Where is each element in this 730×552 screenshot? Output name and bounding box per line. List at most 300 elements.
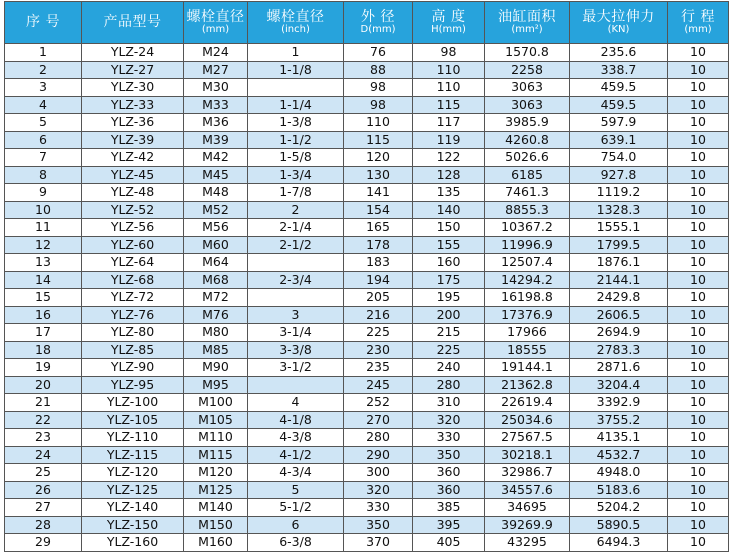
table-row [5,394,729,412]
cell-stroke: 10 [668,516,729,534]
cell-index: 24 [5,446,82,464]
cell-bolt-mm: M76 [184,306,248,324]
cell-bolt-inch: 2-1/2 [248,236,344,254]
table-row [5,324,729,342]
cell-model: YLZ-80 [82,324,184,342]
cell-model: YLZ-76 [82,306,184,324]
specification-table [4,1,729,552]
cell-outer-diameter: 178 [344,236,413,254]
cell-max-force: 5890.5 [570,516,668,534]
header-height: 高 度 H(mm) [413,2,485,44]
cell-outer-diameter: 88 [344,61,413,79]
cell-cylinder-area: 39269.9 [485,516,570,534]
cell-stroke: 10 [668,201,729,219]
cell-outer-diameter: 120 [344,149,413,167]
cell-index: 27 [5,499,82,517]
cell-index: 13 [5,254,82,272]
cell-max-force: 639.1 [570,131,668,149]
cell-bolt-inch: 1-7/8 [248,184,344,202]
cell-model: YLZ-27 [82,61,184,79]
cell-cylinder-area: 19144.1 [485,359,570,377]
cell-model: YLZ-90 [82,359,184,377]
cell-max-force: 338.7 [570,61,668,79]
cell-stroke: 10 [668,341,729,359]
cell-stroke: 10 [668,429,729,447]
cell-stroke: 10 [668,219,729,237]
cell-bolt-inch: 2-3/4 [248,271,344,289]
table-row [5,376,729,394]
cell-outer-diameter: 300 [344,464,413,482]
table-row [5,516,729,534]
cell-model: YLZ-140 [82,499,184,517]
cell-height: 110 [413,79,485,97]
table-row [5,79,729,97]
cell-outer-diameter: 130 [344,166,413,184]
cell-max-force: 3755.2 [570,411,668,429]
cell-cylinder-area: 34557.6 [485,481,570,499]
cell-outer-diameter: 115 [344,131,413,149]
cell-cylinder-area: 17376.9 [485,306,570,324]
cell-height: 140 [413,201,485,219]
cell-index: 15 [5,289,82,307]
cell-bolt-mm: M160 [184,534,248,552]
cell-outer-diameter: 235 [344,359,413,377]
cell-height: 405 [413,534,485,552]
cell-stroke: 10 [668,499,729,517]
cell-height: 310 [413,394,485,412]
cell-index: 10 [5,201,82,219]
cell-index: 2 [5,61,82,79]
cell-bolt-mm: M64 [184,254,248,272]
cell-stroke: 10 [668,184,729,202]
cell-index: 8 [5,166,82,184]
cell-max-force: 459.5 [570,79,668,97]
cell-index: 3 [5,79,82,97]
cell-model: YLZ-33 [82,96,184,114]
cell-stroke: 10 [668,236,729,254]
cell-cylinder-area: 1570.8 [485,44,570,62]
cell-max-force: 3204.4 [570,376,668,394]
cell-bolt-inch: 5 [248,481,344,499]
cell-height: 320 [413,411,485,429]
cell-index: 9 [5,184,82,202]
cell-cylinder-area: 43295 [485,534,570,552]
cell-bolt-mm: M36 [184,114,248,132]
cell-bolt-mm: M72 [184,289,248,307]
cell-bolt-inch: 3-3/8 [248,341,344,359]
cell-model: YLZ-42 [82,149,184,167]
cell-model: YLZ-56 [82,219,184,237]
cell-cylinder-area: 8855.3 [485,201,570,219]
cell-height: 155 [413,236,485,254]
cell-outer-diameter: 252 [344,394,413,412]
cell-model: YLZ-36 [82,114,184,132]
cell-cylinder-area: 27567.5 [485,429,570,447]
cell-stroke: 10 [668,411,729,429]
cell-outer-diameter: 320 [344,481,413,499]
cell-model: YLZ-30 [82,79,184,97]
cell-outer-diameter: 98 [344,96,413,114]
header-index: 序 号 [5,2,82,44]
cell-outer-diameter: 154 [344,201,413,219]
header-bolt-mm: 螺栓直径 (mm) [184,2,248,44]
cell-bolt-inch: 1-3/4 [248,166,344,184]
cell-index: 20 [5,376,82,394]
cell-cylinder-area: 32986.7 [485,464,570,482]
cell-index: 4 [5,96,82,114]
cell-max-force: 927.8 [570,166,668,184]
cell-stroke: 10 [668,114,729,132]
cell-stroke: 10 [668,79,729,97]
cell-bolt-mm: M56 [184,219,248,237]
cell-stroke: 10 [668,254,729,272]
cell-model: YLZ-24 [82,44,184,62]
cell-stroke: 10 [668,166,729,184]
cell-bolt-mm: M120 [184,464,248,482]
cell-stroke: 10 [668,61,729,79]
cell-index: 6 [5,131,82,149]
table-row [5,166,729,184]
table-row [5,289,729,307]
header-stroke: 行 程 (mm) [668,2,729,44]
cell-height: 117 [413,114,485,132]
cell-outer-diameter: 205 [344,289,413,307]
table-body [5,44,729,552]
cell-index: 29 [5,534,82,552]
cell-outer-diameter: 165 [344,219,413,237]
cell-max-force: 5204.2 [570,499,668,517]
cell-bolt-mm: M100 [184,394,248,412]
cell-outer-diameter: 245 [344,376,413,394]
cell-bolt-inch: 1-5/8 [248,149,344,167]
cell-model: YLZ-115 [82,446,184,464]
cell-bolt-inch: 2-1/4 [248,219,344,237]
cell-height: 122 [413,149,485,167]
cell-bolt-inch: 4 [248,394,344,412]
cell-height: 128 [413,166,485,184]
cell-max-force: 2694.9 [570,324,668,342]
cell-height: 385 [413,499,485,517]
cell-index: 28 [5,516,82,534]
cell-bolt-inch: 6 [248,516,344,534]
cell-max-force: 6494.3 [570,534,668,552]
cell-stroke: 10 [668,464,729,482]
table-row [5,534,729,552]
cell-cylinder-area: 21362.8 [485,376,570,394]
table-row [5,61,729,79]
table-header-row [5,2,729,44]
cell-cylinder-area: 4260.8 [485,131,570,149]
cell-outer-diameter: 98 [344,79,413,97]
cell-max-force: 2783.3 [570,341,668,359]
cell-height: 160 [413,254,485,272]
cell-bolt-inch: 1-1/8 [248,61,344,79]
cell-cylinder-area: 6185 [485,166,570,184]
cell-model: YLZ-110 [82,429,184,447]
cell-bolt-mm: M45 [184,166,248,184]
cell-max-force: 2144.1 [570,271,668,289]
cell-height: 175 [413,271,485,289]
cell-outer-diameter: 225 [344,324,413,342]
spec-table-container [4,1,728,551]
cell-max-force: 1799.5 [570,236,668,254]
cell-bolt-inch: 4-3/4 [248,464,344,482]
cell-index: 14 [5,271,82,289]
cell-model: YLZ-64 [82,254,184,272]
cell-height: 195 [413,289,485,307]
cell-outer-diameter: 290 [344,446,413,464]
cell-stroke: 10 [668,289,729,307]
cell-outer-diameter: 183 [344,254,413,272]
cell-model: YLZ-95 [82,376,184,394]
header-outer-diameter: 外 径 D(mm) [344,2,413,44]
cell-max-force: 1555.1 [570,219,668,237]
cell-model: YLZ-45 [82,166,184,184]
cell-cylinder-area: 10367.2 [485,219,570,237]
table-row [5,44,729,62]
cell-max-force: 235.6 [570,44,668,62]
cell-stroke: 10 [668,446,729,464]
table-row [5,184,729,202]
cell-model: YLZ-48 [82,184,184,202]
cell-max-force: 3392.9 [570,394,668,412]
cell-bolt-mm: M80 [184,324,248,342]
cell-stroke: 10 [668,271,729,289]
header-cylinder-area: 油缸面积 (mm²) [485,2,570,44]
cell-bolt-mm: M68 [184,271,248,289]
cell-cylinder-area: 30218.1 [485,446,570,464]
cell-height: 395 [413,516,485,534]
cell-max-force: 2606.5 [570,306,668,324]
cell-height: 350 [413,446,485,464]
cell-model: YLZ-150 [82,516,184,534]
cell-bolt-mm: M52 [184,201,248,219]
cell-cylinder-area: 3063 [485,96,570,114]
cell-max-force: 2429.8 [570,289,668,307]
table-row [5,96,729,114]
cell-bolt-inch: 1-1/2 [248,131,344,149]
cell-index: 12 [5,236,82,254]
cell-outer-diameter: 76 [344,44,413,62]
cell-outer-diameter: 330 [344,499,413,517]
header-model: 产品型号 [82,2,184,44]
cell-model: YLZ-160 [82,534,184,552]
table-row [5,341,729,359]
cell-stroke: 10 [668,131,729,149]
table-row [5,446,729,464]
cell-index: 26 [5,481,82,499]
cell-index: 19 [5,359,82,377]
cell-index: 22 [5,411,82,429]
cell-max-force: 1876.1 [570,254,668,272]
table-row [5,411,729,429]
cell-cylinder-area: 2258 [485,61,570,79]
cell-bolt-mm: M27 [184,61,248,79]
cell-index: 7 [5,149,82,167]
cell-bolt-mm: M48 [184,184,248,202]
table-row [5,359,729,377]
cell-index: 5 [5,114,82,132]
header-bolt-inch: 螺栓直径 (inch) [248,2,344,44]
cell-height: 360 [413,464,485,482]
cell-cylinder-area: 3985.9 [485,114,570,132]
cell-index: 21 [5,394,82,412]
cell-bolt-inch [248,254,344,272]
cell-model: YLZ-85 [82,341,184,359]
cell-stroke: 10 [668,359,729,377]
table-row [5,271,729,289]
cell-bolt-mm: M115 [184,446,248,464]
table-row [5,464,729,482]
cell-bolt-mm: M150 [184,516,248,534]
cell-bolt-mm: M105 [184,411,248,429]
cell-cylinder-area: 18555 [485,341,570,359]
cell-model: YLZ-52 [82,201,184,219]
cell-height: 200 [413,306,485,324]
table-row [5,254,729,272]
cell-index: 17 [5,324,82,342]
table-row [5,306,729,324]
cell-stroke: 10 [668,376,729,394]
cell-stroke: 10 [668,44,729,62]
cell-cylinder-area: 25034.6 [485,411,570,429]
cell-outer-diameter: 230 [344,341,413,359]
cell-max-force: 4948.0 [570,464,668,482]
cell-model: YLZ-72 [82,289,184,307]
header-max-force: 最大拉伸力 (KN) [570,2,668,44]
cell-max-force: 4532.7 [570,446,668,464]
cell-max-force: 2871.6 [570,359,668,377]
cell-bolt-mm: M33 [184,96,248,114]
cell-bolt-inch: 4-3/8 [248,429,344,447]
cell-model: YLZ-39 [82,131,184,149]
cell-height: 110 [413,61,485,79]
cell-stroke: 10 [668,324,729,342]
cell-height: 150 [413,219,485,237]
cell-outer-diameter: 370 [344,534,413,552]
cell-bolt-mm: M39 [184,131,248,149]
cell-max-force: 1328.3 [570,201,668,219]
cell-max-force: 754.0 [570,149,668,167]
cell-stroke: 10 [668,394,729,412]
cell-cylinder-area: 16198.8 [485,289,570,307]
table-row [5,201,729,219]
cell-model: YLZ-105 [82,411,184,429]
cell-model: YLZ-68 [82,271,184,289]
cell-model: YLZ-120 [82,464,184,482]
cell-model: YLZ-60 [82,236,184,254]
cell-outer-diameter: 110 [344,114,413,132]
cell-index: 18 [5,341,82,359]
cell-outer-diameter: 141 [344,184,413,202]
cell-cylinder-area: 12507.4 [485,254,570,272]
cell-height: 119 [413,131,485,149]
cell-height: 280 [413,376,485,394]
table-row [5,429,729,447]
cell-bolt-mm: M42 [184,149,248,167]
cell-outer-diameter: 216 [344,306,413,324]
cell-height: 135 [413,184,485,202]
cell-bolt-mm: M30 [184,79,248,97]
cell-cylinder-area: 5026.6 [485,149,570,167]
cell-cylinder-area: 11996.9 [485,236,570,254]
cell-bolt-inch: 1-3/8 [248,114,344,132]
cell-stroke: 10 [668,481,729,499]
table-row [5,131,729,149]
cell-bolt-inch: 1 [248,44,344,62]
cell-bolt-inch: 2 [248,201,344,219]
cell-outer-diameter: 194 [344,271,413,289]
cell-bolt-mm: M24 [184,44,248,62]
cell-model: YLZ-125 [82,481,184,499]
cell-stroke: 10 [668,149,729,167]
cell-bolt-inch: 3-1/2 [248,359,344,377]
cell-bolt-inch: 5-1/2 [248,499,344,517]
cell-bolt-mm: M60 [184,236,248,254]
cell-height: 330 [413,429,485,447]
cell-index: 11 [5,219,82,237]
cell-bolt-mm: M125 [184,481,248,499]
cell-bolt-inch: 1-1/4 [248,96,344,114]
cell-height: 360 [413,481,485,499]
cell-bolt-mm: M140 [184,499,248,517]
table-row [5,236,729,254]
cell-cylinder-area: 3063 [485,79,570,97]
cell-stroke: 10 [668,96,729,114]
cell-bolt-mm: M90 [184,359,248,377]
cell-bolt-inch: 3 [248,306,344,324]
cell-cylinder-area: 14294.2 [485,271,570,289]
table-row [5,149,729,167]
cell-max-force: 459.5 [570,96,668,114]
cell-outer-diameter: 280 [344,429,413,447]
cell-outer-diameter: 270 [344,411,413,429]
cell-bolt-inch: 6-3/8 [248,534,344,552]
cell-bolt-inch [248,289,344,307]
cell-bolt-inch: 4-1/8 [248,411,344,429]
cell-index: 1 [5,44,82,62]
cell-bolt-inch [248,376,344,394]
table-row [5,219,729,237]
cell-index: 23 [5,429,82,447]
table-row [5,499,729,517]
cell-outer-diameter: 350 [344,516,413,534]
cell-height: 240 [413,359,485,377]
cell-bolt-inch [248,79,344,97]
cell-cylinder-area: 34695 [485,499,570,517]
cell-index: 25 [5,464,82,482]
cell-bolt-mm: M95 [184,376,248,394]
cell-max-force: 5183.6 [570,481,668,499]
cell-max-force: 4135.1 [570,429,668,447]
cell-cylinder-area: 7461.3 [485,184,570,202]
cell-height: 225 [413,341,485,359]
cell-max-force: 597.9 [570,114,668,132]
cell-model: YLZ-100 [82,394,184,412]
cell-bolt-mm: M85 [184,341,248,359]
cell-index: 16 [5,306,82,324]
cell-height: 215 [413,324,485,342]
cell-stroke: 10 [668,534,729,552]
table-row [5,114,729,132]
cell-stroke: 10 [668,306,729,324]
cell-height: 98 [413,44,485,62]
cell-bolt-mm: M110 [184,429,248,447]
table-row [5,481,729,499]
cell-bolt-inch: 3-1/4 [248,324,344,342]
cell-bolt-inch: 4-1/2 [248,446,344,464]
cell-cylinder-area: 17966 [485,324,570,342]
